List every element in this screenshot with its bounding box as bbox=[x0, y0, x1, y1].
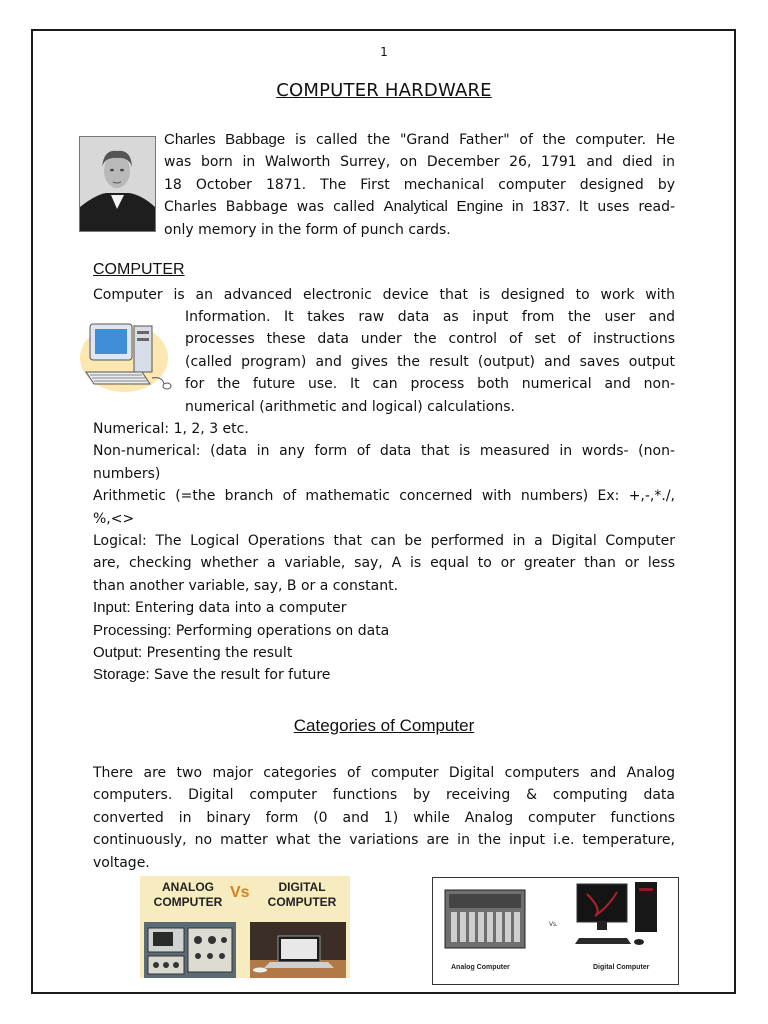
charles-babbage-portrait bbox=[79, 136, 156, 232]
analytical-engine: Analytical Engine in 1837. bbox=[383, 198, 570, 216]
numerical-line: Numerical: 1, 2, 3 etc. bbox=[93, 421, 249, 437]
digital-label-2: COMPUTER bbox=[267, 895, 337, 909]
processing-term: Processing: bbox=[93, 621, 172, 639]
output-desc: Presenting the result bbox=[142, 645, 293, 662]
digital-computer-desktop-photo bbox=[573, 880, 673, 952]
babbage-line-4: Charles Babbage was called bbox=[164, 199, 384, 216]
page-title: COMPUTER HARDWARE bbox=[276, 80, 492, 101]
computer-desc-line-2: processes these data under the control of set of instructions bbox=[185, 331, 675, 348]
logical-line-3: than another variable, say, B or a constant. bbox=[93, 577, 399, 594]
storage-definition bbox=[93, 664, 675, 686]
computer-desc-line-4: for the future use. It can process both numerical and non- bbox=[185, 376, 675, 393]
vs-small-label: Vs. bbox=[549, 922, 558, 928]
babbage-paragraph bbox=[164, 129, 675, 241]
babbage-line-1: is called the "Grand Father" of the computer. He bbox=[285, 132, 675, 148]
non-numerical-line-1: Non-numerical: (data in any form of data that is measured in words- (non- bbox=[93, 443, 675, 460]
non-numerical-line-2: numbers) bbox=[93, 465, 161, 482]
logical-line-2: are, checking whether a variable, say, A is equal to or greater than or less bbox=[93, 555, 675, 572]
page-number: 1 bbox=[380, 45, 388, 59]
vs-label: Vs bbox=[230, 884, 250, 901]
computer-desc-line-5: numerical (arithmetic and logical) calculations. bbox=[185, 398, 515, 415]
processing-definition bbox=[93, 620, 675, 642]
digital-caption: Digital Computer bbox=[593, 964, 650, 971]
computer-definitions bbox=[93, 418, 675, 687]
analog-digital-comparison-image bbox=[432, 877, 679, 985]
arithmetic-line-1: Arithmetic (=the branch of mathematic concerned with numbers) Ex: +,-,*./, bbox=[93, 488, 675, 505]
digital-computer-photo bbox=[250, 922, 346, 978]
computer-intro bbox=[93, 284, 675, 306]
arithmetic-line-2: %,<> bbox=[93, 510, 135, 527]
computer-heading: COMPUTER bbox=[93, 261, 185, 278]
categories-paragraph bbox=[93, 762, 675, 874]
analog-computer-photo bbox=[144, 922, 236, 978]
categories-heading: Categories of Computer bbox=[293, 716, 475, 735]
processing-desc: Performing operations on data bbox=[171, 622, 390, 639]
input-definition bbox=[93, 597, 675, 619]
categories-line-3: converted in binary form (0 and 1) while Analog computer functions bbox=[93, 809, 675, 826]
babbage-line-5: only memory in the form of punch cards. bbox=[164, 221, 451, 238]
analog-vs-digital-banner bbox=[140, 876, 350, 978]
analog-label-1: ANALOG bbox=[162, 880, 214, 894]
categories-line-1: There are two major categories of computer Digital computers and Analog bbox=[93, 765, 675, 781]
input-desc: Entering data into a computer bbox=[130, 600, 347, 617]
categories-line-2: computers. Digital computer functions by receiving & computing data bbox=[93, 787, 675, 804]
output-term: Output: bbox=[93, 644, 143, 662]
output-definition bbox=[93, 642, 675, 664]
digital-label-1: DIGITAL bbox=[278, 880, 326, 894]
babbage-line-3: 18 October 1871. The First mechanical computer designed by bbox=[164, 176, 675, 193]
analog-label-2: COMPUTER bbox=[153, 895, 223, 909]
storage-term: Storage: bbox=[93, 666, 150, 684]
babbage-name: Charles Babbage bbox=[164, 131, 286, 148]
computer-desc-line-1: Information. It takes raw data as input from the user and bbox=[185, 309, 675, 325]
analog-caption: Analog Computer bbox=[451, 964, 510, 971]
analog-computer-cabinet-photo bbox=[443, 886, 527, 950]
categories-line-5: voltage. bbox=[93, 854, 150, 871]
categories-line-4: continuously, no matter what the variations are in the input i.e. temperature, bbox=[93, 832, 675, 849]
computer-desc-line-3: (called program) and gives the result (output) and saves output bbox=[185, 353, 675, 370]
babbage-line-4-end: It uses read- bbox=[569, 199, 676, 216]
computer-intro-line: Computer is an advanced electronic device that is designed to work with bbox=[93, 287, 675, 303]
storage-desc: Save the result for future bbox=[149, 667, 331, 684]
computer-clipart bbox=[80, 316, 176, 396]
logical-line-1: Logical: The Logical Operations that can be performed in a Digital Computer bbox=[93, 533, 675, 550]
input-term: Input: bbox=[93, 599, 131, 617]
babbage-line-2: was born in Walworth Surrey, on December 26, 1791 and died in bbox=[164, 154, 675, 171]
computer-description bbox=[185, 306, 675, 418]
